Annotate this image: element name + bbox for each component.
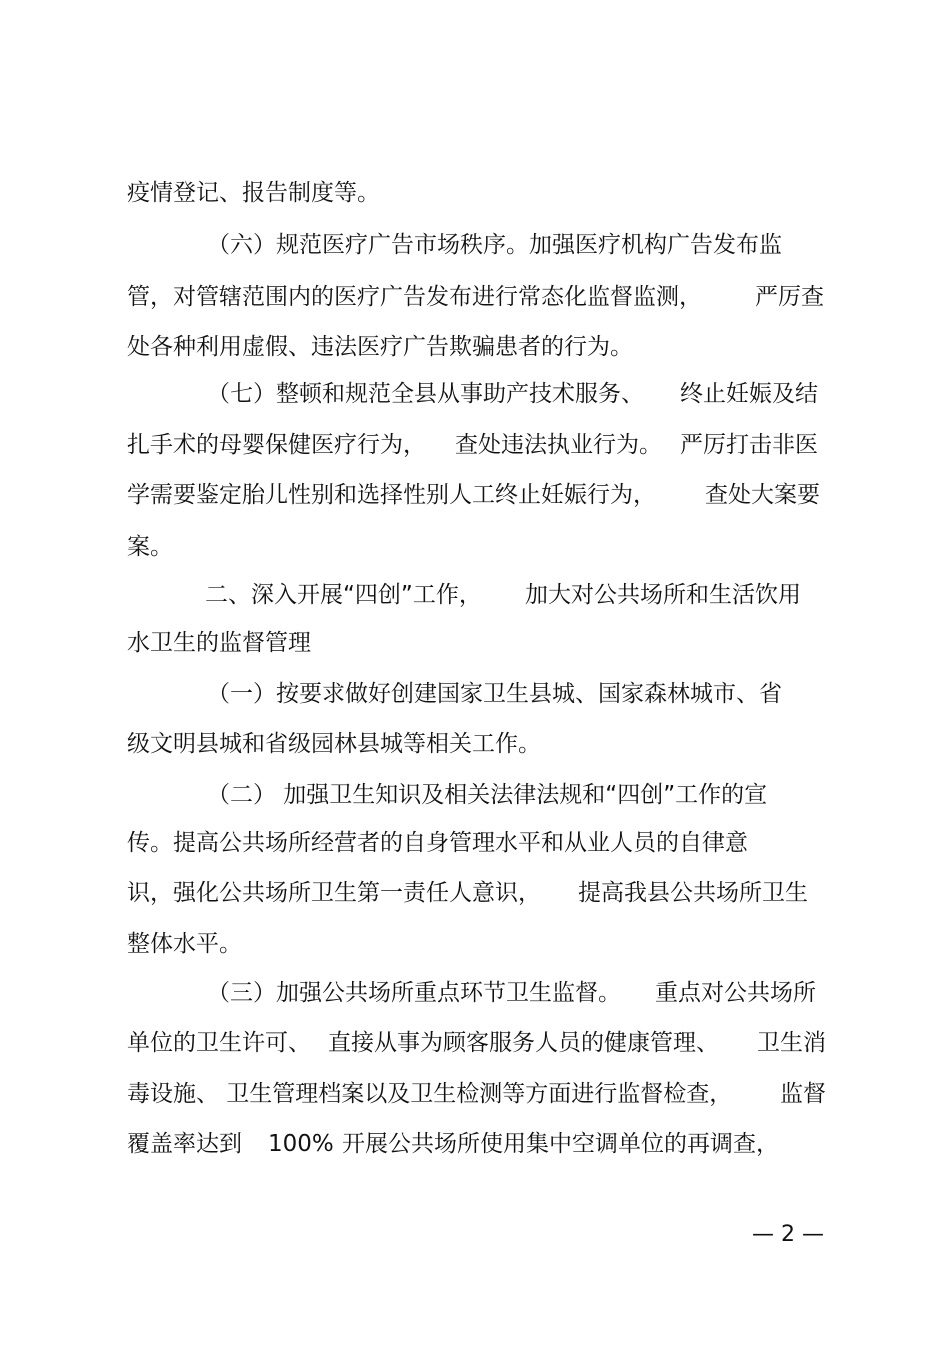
text-segment: （六）规范医疗广告市场秩序。加强医疗机构广告发布监 <box>207 232 782 258</box>
text-segment: 终止妊娠及结 <box>680 381 818 407</box>
text-segment: （一）按要求做好创建国家卫生县城、国家森林城市、省 <box>207 681 782 707</box>
text-segment: 重点对公共场所 <box>655 980 816 1006</box>
text-segment: 识，强化公共场所卫生第一责任人意识， <box>127 880 541 906</box>
text-segment: 提高我县公共场所卫生 <box>578 880 808 906</box>
text-segment: 处各种利用虚假、违法医疗广告欺骗患者的行为。 <box>127 334 633 360</box>
text-segment: 100% <box>268 1131 334 1157</box>
text-segment: 严厉打击非医 <box>680 432 818 458</box>
text-segment: 监督 <box>780 1081 826 1107</box>
text-segment: 单位的卫生许可、 <box>127 1030 311 1056</box>
text-segment: 传。提高公共场所经营者的自身管理水平和从业人员的自律意 <box>127 830 748 856</box>
text-segment: 级文明县城和省级园林县城等相关工作。 <box>127 731 541 757</box>
text-segment: 直接从事为顾客服务人员的健康管理、 <box>328 1030 719 1056</box>
text-segment: 查处违法执业行为。 <box>455 432 662 458</box>
text-segment: 管，对管辖范围内的医疗广告发布进行常态化监督监测， <box>127 284 702 310</box>
text-segment: 覆盖率达到 <box>127 1131 242 1157</box>
text-segment: 严厉查 <box>755 284 824 310</box>
text-segment: 整体水平。 <box>127 931 242 957</box>
text-segment: （二） 加强卫生知识及相关法律法规和“四创”工作的宣 <box>207 782 768 808</box>
text-segment: 开展公共场所使用集中空调单位的再调查， <box>342 1131 779 1157</box>
text-segment: 卫生消 <box>757 1030 826 1056</box>
text-segment: （七）整顿和规范全县从事助产技术服务、 <box>207 381 644 407</box>
text-segment: 加大对公共场所和生活饮用 <box>525 582 801 608</box>
text-segment: 查处大案要 <box>705 482 820 508</box>
text-segment: 二、深入开展“四创”工作， <box>205 582 482 608</box>
text-segment: 疫情登记、报告制度等。 <box>127 180 380 206</box>
text-segment: 水卫生的监督管理 <box>127 630 311 656</box>
text-segment: 案。 <box>127 534 173 560</box>
text-segment: 学需要鉴定胎儿性别和选择性别人工终止妊娠行为， <box>127 482 656 508</box>
text-segment: 扎手术的母婴保健医疗行为， <box>127 432 426 458</box>
text-segment: 毒设施、 卫生管理档案以及卫生检测等方面进行监督检查， <box>127 1081 733 1107</box>
page-number: — 2 — <box>752 1222 824 1247</box>
text-segment: （三）加强公共场所重点环节卫生监督。 <box>207 980 621 1006</box>
